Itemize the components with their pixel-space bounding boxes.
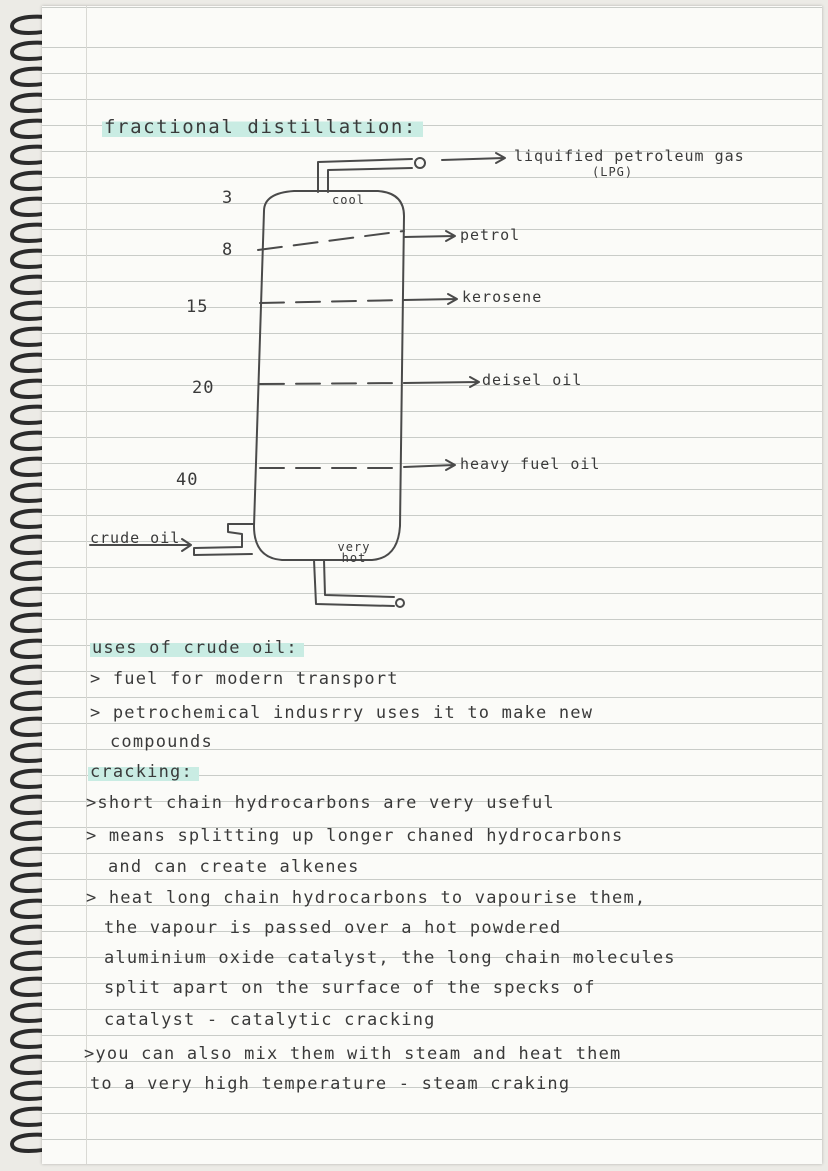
product-petrol: petrol bbox=[460, 226, 521, 244]
page-title: fractional distillation: bbox=[102, 118, 423, 137]
bottom-outlet-end bbox=[396, 599, 404, 607]
cracking-line: and can create alkenes bbox=[108, 857, 360, 877]
tray-8 bbox=[258, 231, 404, 250]
arrow-diesel bbox=[404, 377, 479, 387]
cracking-line: aluminium oxide catalyst, the long chain molecules bbox=[104, 948, 676, 968]
product-lpg: liquified petroleum gas bbox=[514, 147, 745, 165]
carbon-number-40: 40 bbox=[176, 470, 199, 490]
product-kerosene: kerosene bbox=[462, 288, 543, 306]
cracking-line: >you can also mix them with steam and heat them bbox=[84, 1044, 622, 1064]
tray-15 bbox=[260, 300, 404, 303]
cool-label: cool bbox=[332, 193, 365, 207]
cracking-line: to a very high temperature - steam craking bbox=[90, 1074, 571, 1094]
uses-item: compounds bbox=[110, 732, 213, 752]
uses-item: > fuel for modern transport bbox=[90, 669, 399, 689]
carbon-number-20: 20 bbox=[192, 378, 215, 398]
product-lpg-abbrev: (LPG) bbox=[592, 165, 634, 179]
very-hot-label: very hot bbox=[337, 540, 371, 565]
cracking-line: the vapour is passed over a hot powdered bbox=[104, 918, 562, 938]
fractionating-column-diagram bbox=[42, 6, 822, 646]
arrow-lpg bbox=[442, 153, 505, 163]
notebook-page bbox=[42, 6, 822, 1164]
product-heavy-fuel-oil: heavy fuel oil bbox=[460, 455, 601, 473]
inlet-pipe bbox=[194, 524, 254, 555]
top-outlet-pipe bbox=[318, 159, 412, 192]
carbon-number-15: 15 bbox=[186, 297, 209, 317]
uses-heading: uses of crude oil: bbox=[90, 640, 304, 657]
crude-oil-label: crude oil bbox=[90, 529, 181, 547]
carbon-number-3: 3 bbox=[222, 188, 234, 208]
arrow-petrol bbox=[404, 231, 455, 241]
top-outlet-end bbox=[415, 158, 425, 168]
cracking-line: split apart on the surface of the specks of bbox=[104, 978, 596, 998]
cracking-line: catalyst - catalytic cracking bbox=[104, 1010, 436, 1030]
carbon-number-8: 8 bbox=[222, 240, 234, 260]
tray-20 bbox=[260, 383, 404, 384]
bottom-outlet-pipe bbox=[314, 560, 394, 606]
cracking-line: > heat long chain hydrocarbons to vapourise them, bbox=[86, 888, 647, 908]
arrow-heavy-fuel bbox=[404, 460, 455, 470]
product-diesel: deisel oil bbox=[482, 371, 583, 389]
cracking-heading: cracking: bbox=[88, 764, 199, 781]
column-outline bbox=[254, 191, 404, 560]
cracking-line: >short chain hydrocarbons are very useful bbox=[86, 793, 555, 813]
uses-item: > petrochemical indusrry uses it to make new bbox=[90, 703, 594, 723]
cracking-line: > means splitting up longer chaned hydrocarbons bbox=[86, 826, 624, 846]
arrow-kerosene bbox=[404, 294, 457, 304]
